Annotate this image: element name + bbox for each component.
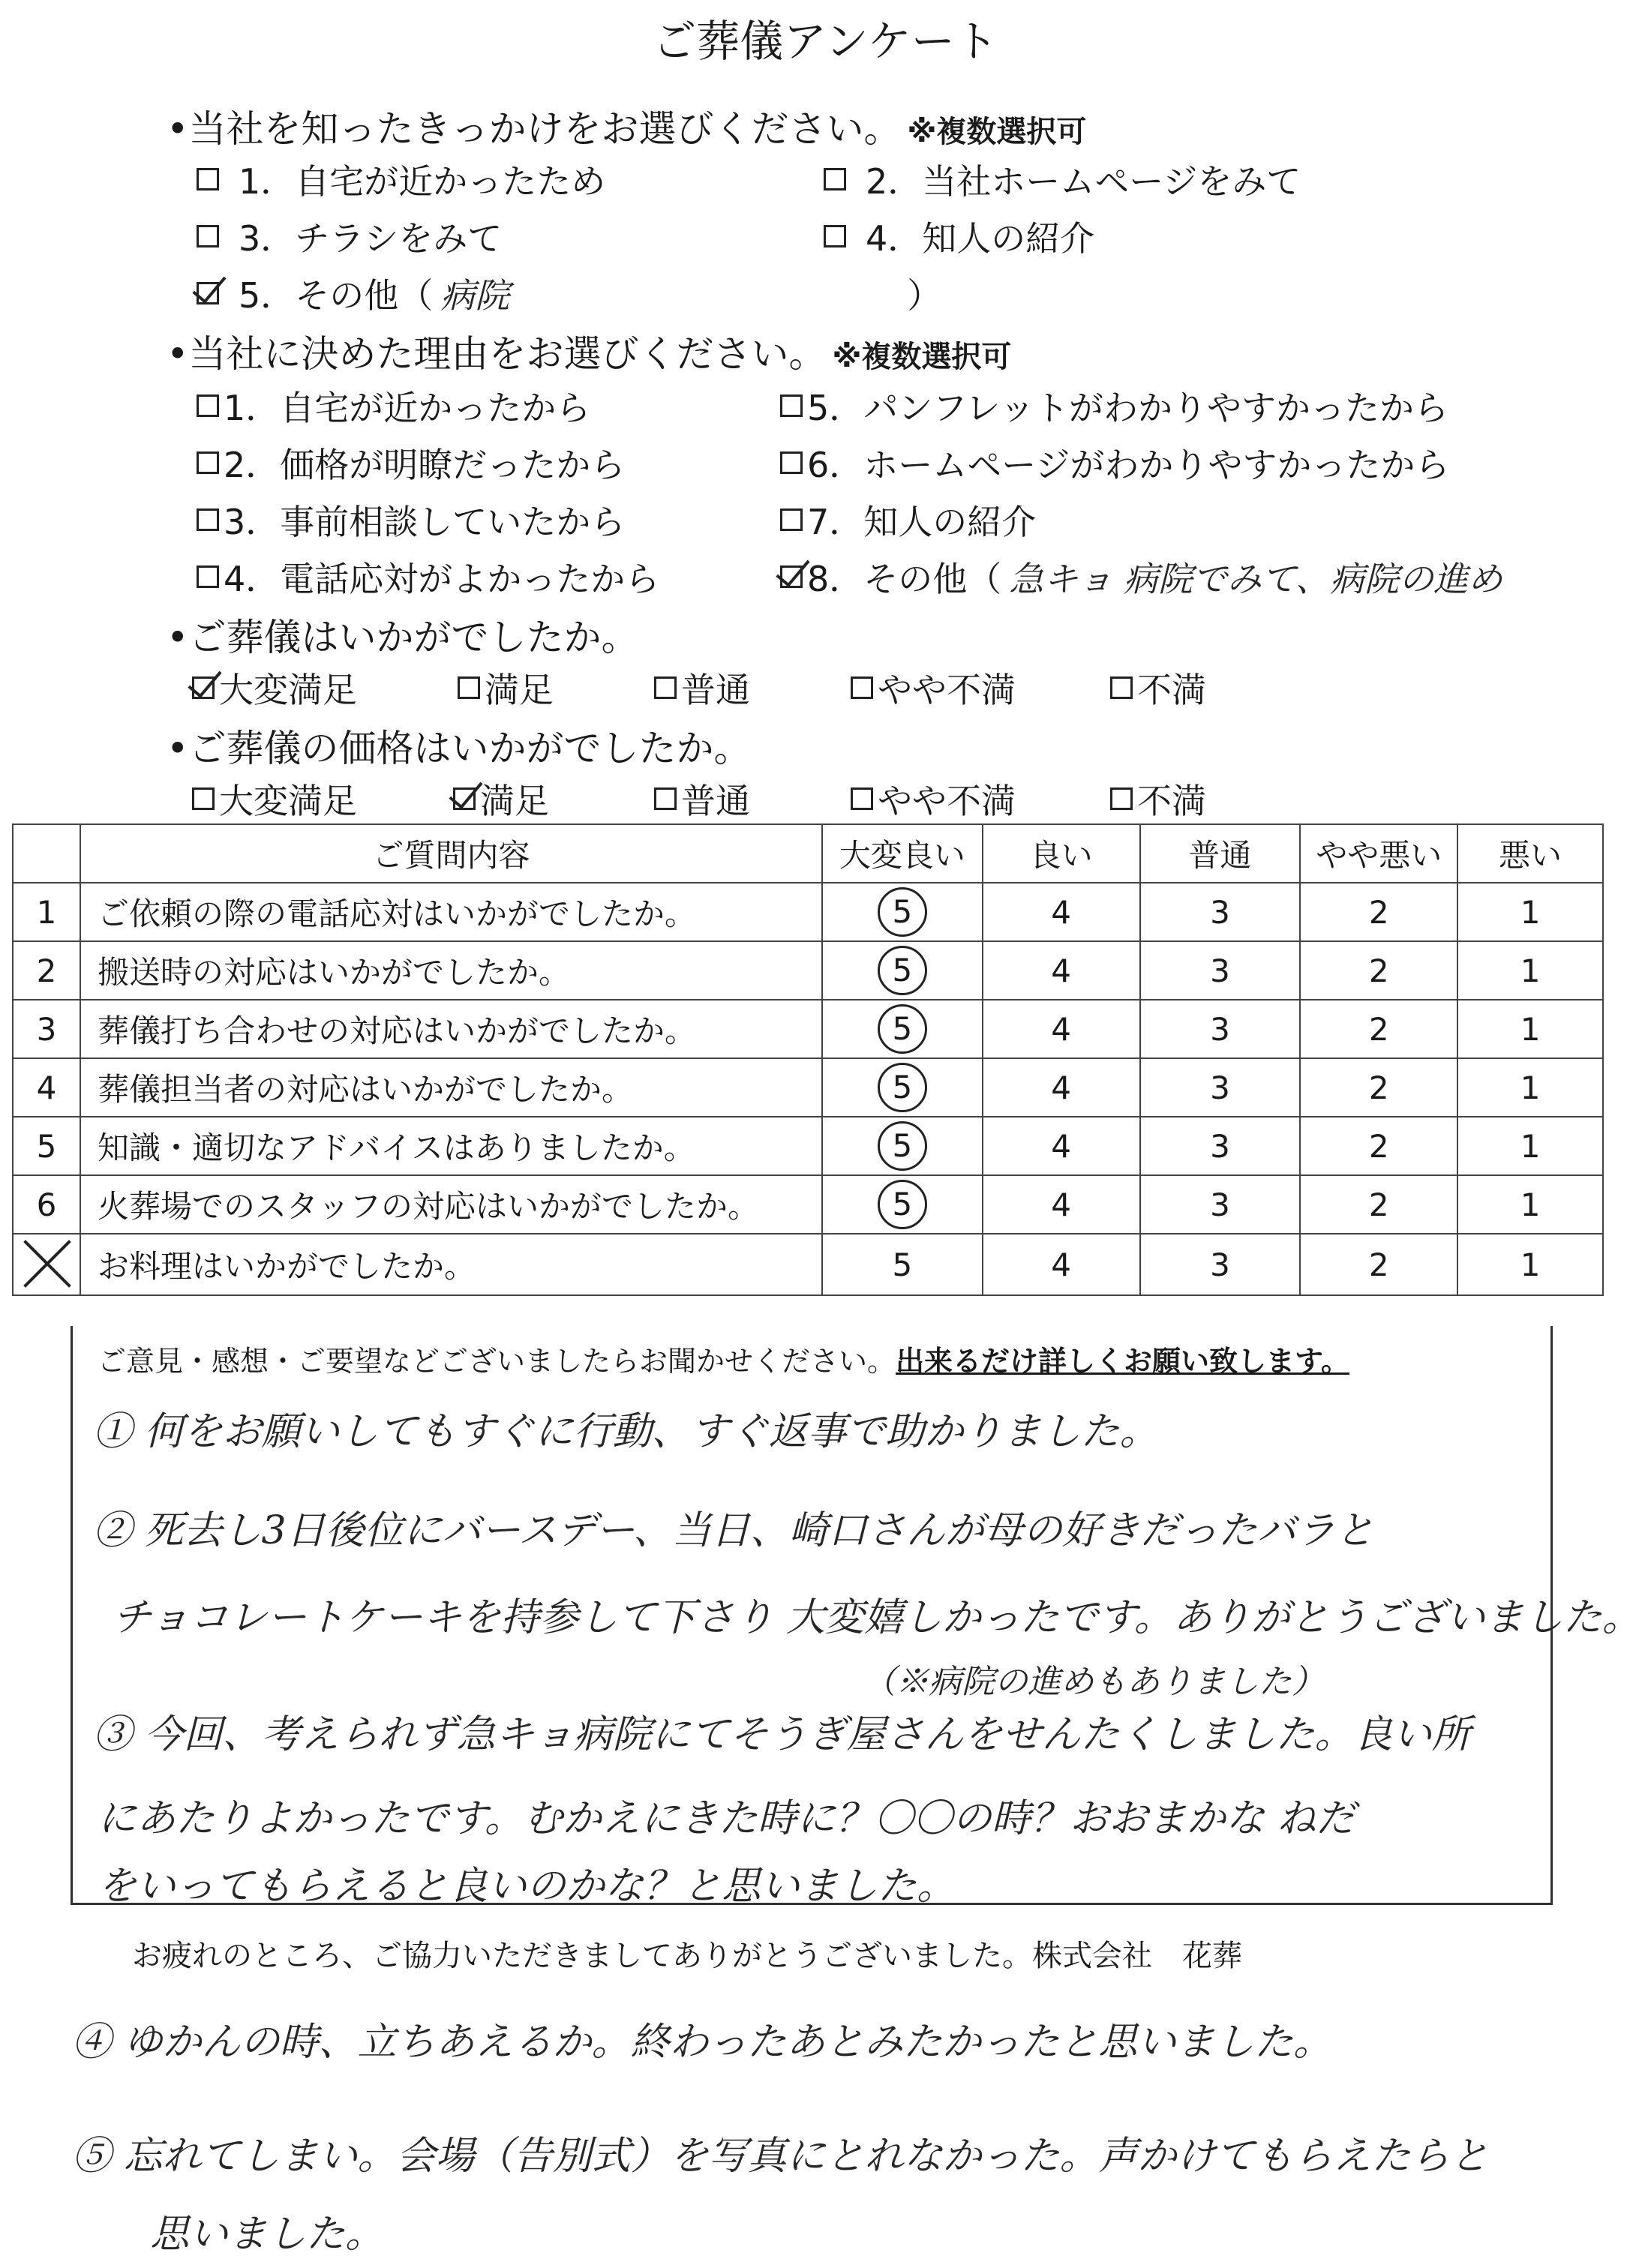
score: 1 <box>1520 1186 1541 1223</box>
rating-cell[interactable] <box>1300 1058 1457 1117</box>
score: 4 <box>1051 1186 1071 1223</box>
q2-option-5[interactable]: 5．パンフレットがわかりやすかったから <box>780 381 1448 430</box>
q4-heading: •ご葬儀の価格はいかがでしたか。 <box>167 727 752 770</box>
multi-select-note: ※複数選択可 <box>907 115 1087 149</box>
score: 2 <box>1368 893 1389 931</box>
q4-option-normal[interactable]: 普通 <box>654 774 750 824</box>
score: 3 <box>1210 1127 1230 1165</box>
extra-comment-3: 思いました。 <box>150 2212 385 2257</box>
score: 3 <box>1210 952 1230 989</box>
score: 4 <box>1051 952 1071 989</box>
score: 2 <box>1368 1069 1389 1106</box>
score: 1 <box>1520 1010 1541 1048</box>
q2-heading: •当社に決めた理由をお選びください。 ※複数選択可 <box>167 332 1012 376</box>
rating-cell[interactable] <box>1140 941 1301 1000</box>
score: 4 <box>1051 1246 1071 1283</box>
comment-prompt: ご意見・感想・ご要望などございましたらお聞かせください。出来るだけ詳しくお願い致します。 <box>98 1345 1349 1378</box>
table-row <box>13 1175 1603 1234</box>
q4-option-very-satisfied[interactable]: 大変満足 <box>192 774 357 824</box>
checkbox[interactable] <box>824 225 846 248</box>
score: 3 <box>1210 1246 1230 1283</box>
row-number: 4 <box>13 1058 80 1117</box>
rating-cell[interactable] <box>983 1175 1140 1234</box>
column-header-bad: 悪い <box>1457 824 1603 883</box>
comment-line-1: ① 何をお願いしてもすぐに行動、すぐ返事で助かりました。 <box>93 1409 1159 1454</box>
table-row <box>13 1058 1603 1117</box>
column-header-normal: 普通 <box>1140 824 1301 883</box>
page-title: ご葬儀アンケート <box>653 16 998 67</box>
score: 2 <box>1368 952 1389 989</box>
q2-other-answer: 急キョ 病院でみて、病院の進め <box>1009 559 1502 599</box>
rating-cell[interactable] <box>983 883 1140 941</box>
checkbox[interactable] <box>197 566 219 588</box>
question-text: 搬送時の対応はいかがでしたか。 <box>80 941 822 1000</box>
rating-cell[interactable] <box>1140 1058 1301 1117</box>
score: 3 <box>1210 1010 1230 1048</box>
question-text: 知識・適切なアドバイスはありましたか。 <box>80 1117 822 1175</box>
rating-cell[interactable] <box>1457 1234 1603 1295</box>
q1-option-3[interactable]: 3．チラシをみて <box>197 212 502 261</box>
rating-cell[interactable] <box>983 1117 1140 1175</box>
row-number: 6 <box>13 1175 80 1234</box>
q1-option-2[interactable]: 2．当社ホームページをみて <box>824 154 1301 204</box>
rating-cell[interactable] <box>1457 1000 1603 1058</box>
q1-option-1[interactable]: 1．自宅が近かったため <box>197 154 605 204</box>
rating-cell[interactable] <box>1300 1000 1457 1058</box>
score: 1 <box>1520 893 1541 931</box>
q1-option-5[interactable]: 5．その他（ 病院 ） <box>197 268 941 318</box>
q3-option-dissatisfied[interactable]: 不満 <box>1110 663 1206 712</box>
rating-cell[interactable] <box>1140 1175 1301 1234</box>
question-text: ご依頼の際の電話応対はいかがでしたか。 <box>80 883 822 941</box>
column-header-good: 良い <box>983 824 1140 883</box>
rating-cell[interactable] <box>1457 1058 1603 1117</box>
row-number <box>13 1234 80 1295</box>
comment-line-6: をいってもらえると良いのかな？と思いました。 <box>98 1864 956 1909</box>
table-row <box>13 1000 1603 1058</box>
checkbox[interactable] <box>824 168 846 190</box>
rating-cell[interactable] <box>983 1234 1140 1295</box>
q1-other-answer: 病院 <box>440 275 510 316</box>
checkbox[interactable] <box>851 788 873 810</box>
comment-line-3: チョコレートケーキを持参して下さり 大変嬉しかったです。ありがとうございました。 <box>113 1595 1641 1640</box>
score: 3 <box>1210 1069 1230 1106</box>
comment-line-5: にあたりよかったです。むかえにきた時に？〇〇の時？おおまかな ねだ <box>98 1796 1355 1841</box>
q2-option-8[interactable]: 8．その他（ 急キョ 病院でみて、病院の進め <box>780 552 1502 602</box>
column-header-very-good: 大変良い <box>822 824 983 883</box>
rating-cell[interactable] <box>1457 941 1603 1000</box>
rating-cell[interactable] <box>822 883 983 941</box>
score: 3 <box>1210 1186 1230 1223</box>
selected-score: 5 <box>878 1180 927 1229</box>
q3-heading: •ご葬儀はいかがでしたか。 <box>167 616 639 659</box>
q3-option-very-satisfied[interactable]: 大変満足 <box>192 663 357 712</box>
rating-cell[interactable] <box>983 1000 1140 1058</box>
rating-cell[interactable] <box>1300 1175 1457 1234</box>
rating-cell[interactable] <box>1300 941 1457 1000</box>
question-text: 火葬場でのスタッフの対応はいかがでしたか。 <box>80 1175 822 1234</box>
checkbox[interactable] <box>1110 788 1133 810</box>
table-row <box>13 1234 1603 1295</box>
score: 4 <box>1051 1127 1071 1165</box>
selected-score: 5 <box>878 946 927 995</box>
row-number: 3 <box>13 1000 80 1058</box>
extra-comment-2: ⑤ 忘れてしまい。会場（告別式）を写真にとれなかった。声かけてもらえたらと <box>72 2134 1489 2179</box>
score: 2 <box>1368 1010 1389 1048</box>
score: 5 <box>892 1246 913 1283</box>
q2-option-3[interactable]: 3．事前相談していたから <box>197 495 625 544</box>
row-number: 5 <box>13 1117 80 1175</box>
score: 4 <box>1051 893 1071 931</box>
q4-option-satisfied[interactable]: 満足 <box>453 774 549 824</box>
selected-score: 5 <box>878 887 927 937</box>
score: 4 <box>1051 1010 1071 1048</box>
score: 1 <box>1520 1127 1541 1165</box>
row-number: 1 <box>13 883 80 941</box>
column-header-no <box>13 824 80 883</box>
rating-cell[interactable] <box>1140 1117 1301 1175</box>
selected-score: 5 <box>878 1004 927 1054</box>
checkbox-checked[interactable] <box>192 676 215 699</box>
multi-select-note: ※複数選択可 <box>832 340 1012 374</box>
score: 2 <box>1368 1127 1389 1165</box>
rating-cell[interactable] <box>1140 1000 1301 1058</box>
question-text: お料理はいかがでしたか。 <box>80 1234 822 1295</box>
comment-line-2: ② 死去し3日後位にバースデー、当日、崎口さんが母の好きだったバラと <box>93 1508 1374 1553</box>
q2-option-1[interactable]: 1．自宅が近かったから <box>197 381 590 430</box>
rating-cell[interactable] <box>1457 1175 1603 1234</box>
checkbox[interactable] <box>458 676 480 699</box>
comment-line-4: ③ 今回、考えられず急キョ病院にてそうぎ屋さんをせんたくしました。良い所 <box>93 1712 1471 1757</box>
score: 2 <box>1368 1246 1389 1283</box>
rating-cell[interactable] <box>822 1000 983 1058</box>
score: 1 <box>1520 1069 1541 1106</box>
checkbox-checked[interactable] <box>453 788 476 810</box>
row-number: 2 <box>13 941 80 1000</box>
q4-option-dissatisfied[interactable]: 不満 <box>1110 774 1206 824</box>
checkbox[interactable] <box>780 508 803 531</box>
rating-table <box>12 824 1604 1296</box>
q2-option-4[interactable]: 4．電話応対がよかったから <box>197 552 659 602</box>
table-row <box>13 883 1603 941</box>
thank-you-message: お疲れのところ、ご協力いただきましてありがとうございました。株式会社 花葬 <box>132 1939 1242 1973</box>
rating-cell[interactable] <box>1457 1117 1603 1175</box>
cross-mark-icon <box>20 1234 73 1287</box>
comment-prompt-emphasis: 出来るだけ詳しくお願い致します。 <box>896 1345 1349 1378</box>
rating-cell[interactable] <box>1140 1234 1301 1295</box>
checkbox[interactable] <box>192 788 215 810</box>
q1-option-4[interactable]: 4．知人の紹介 <box>824 212 1094 261</box>
checkbox-checked[interactable] <box>780 566 803 588</box>
rating-cell[interactable] <box>1457 883 1603 941</box>
table-row <box>13 1117 1603 1175</box>
rating-cell[interactable] <box>822 1058 983 1117</box>
rating-cell[interactable] <box>1300 1117 1457 1175</box>
column-header-question: ご質問内容 <box>80 824 822 883</box>
rating-cell[interactable] <box>822 1117 983 1175</box>
q2-option-6[interactable]: 6．ホームページがわかりやすかったから <box>780 438 1449 488</box>
comment-line-note: （※病院の進めもありました） <box>863 1663 1325 1701</box>
checkbox[interactable] <box>197 394 219 417</box>
score: 1 <box>1520 1246 1541 1283</box>
extra-comment-1: ④ ゆかんの時、立ちあえるか。終わったあとみたかったと思いました。 <box>72 2020 1333 2065</box>
checkbox[interactable] <box>197 225 219 248</box>
q4-option-somewhat-dissatisfied[interactable]: やや不満 <box>851 774 1016 824</box>
checkbox[interactable] <box>851 676 873 699</box>
q3-option-satisfied[interactable]: 満足 <box>458 663 554 712</box>
rating-cell[interactable] <box>822 1175 983 1234</box>
rating-cell[interactable] <box>1300 1234 1457 1295</box>
q1-heading: •当社を知ったきっかけをお選びください。 ※複数選択可 <box>167 107 1087 151</box>
question-text: 葬儀担当者の対応はいかがでしたか。 <box>80 1058 822 1117</box>
column-header-somewhat-bad: やや悪い <box>1300 824 1457 883</box>
score: 1 <box>1520 952 1541 989</box>
selected-score: 5 <box>878 1121 927 1171</box>
checkbox[interactable] <box>654 788 677 810</box>
rating-cell[interactable] <box>983 1058 1140 1117</box>
checkbox[interactable] <box>780 452 803 474</box>
checkbox[interactable] <box>197 508 219 531</box>
checkbox[interactable] <box>197 168 219 190</box>
table-header-row <box>13 824 1603 883</box>
q3-option-somewhat-dissatisfied[interactable]: やや不満 <box>851 663 1016 712</box>
rating-cell[interactable] <box>1140 883 1301 941</box>
rating-cell[interactable] <box>983 941 1140 1000</box>
checkbox[interactable] <box>1110 676 1133 699</box>
score: 3 <box>1210 893 1230 931</box>
table-row <box>13 941 1603 1000</box>
question-text: 葬儀打ち合わせの対応はいかがでしたか。 <box>80 1000 822 1058</box>
rating-cell[interactable] <box>822 1234 983 1295</box>
score: 4 <box>1051 1069 1071 1106</box>
checkbox[interactable] <box>654 676 677 699</box>
q2-option-7[interactable]: 7．知人の紹介 <box>780 495 1036 544</box>
checkbox[interactable] <box>780 394 803 417</box>
q2-option-2[interactable]: 2．価格が明瞭だったから <box>197 438 625 488</box>
q3-option-normal[interactable]: 普通 <box>654 663 750 712</box>
selected-score: 5 <box>878 1063 927 1112</box>
rating-cell[interactable] <box>1300 883 1457 941</box>
score: 2 <box>1368 1186 1389 1223</box>
checkbox-checked[interactable] <box>197 282 219 304</box>
checkbox[interactable] <box>197 452 219 474</box>
rating-cell[interactable] <box>822 941 983 1000</box>
